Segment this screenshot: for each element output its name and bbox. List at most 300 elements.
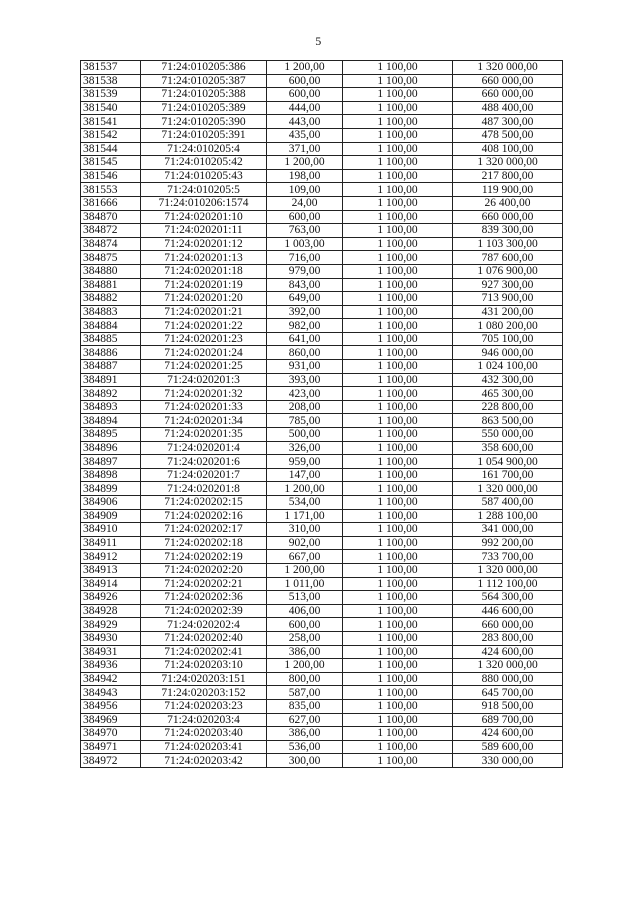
row-id-cell: 384884 [81,319,141,333]
area-cell: 667,00 [267,550,343,564]
area-cell: 435,00 [267,128,343,142]
rate-cell: 1 100,00 [343,74,453,88]
area-cell: 386,00 [267,727,343,741]
value-cell: 1 024 100,00 [453,360,563,374]
area-cell: 1 200,00 [267,563,343,577]
cadastral-number-cell: 71:24:010205:389 [141,101,267,115]
rate-cell: 1 100,00 [343,591,453,605]
row-id-cell: 384872 [81,224,141,238]
cadastral-number-cell: 71:24:020201:18 [141,264,267,278]
area-cell: 208,00 [267,400,343,414]
cadastral-number-cell: 71:24:010206:1574 [141,196,267,210]
cadastral-number-cell: 71:24:020203:23 [141,699,267,713]
row-id-cell: 384880 [81,264,141,278]
table-row [81,740,563,754]
cadastral-number-cell: 71:24:020203:10 [141,659,267,673]
cadastral-number-cell: 71:24:020203:152 [141,686,267,700]
row-id-cell: 384971 [81,740,141,754]
area-cell: 931,00 [267,360,343,374]
cadastral-number-cell: 71:24:020202:16 [141,509,267,523]
table-row [81,563,563,577]
area-cell: 258,00 [267,631,343,645]
value-cell: 217 800,00 [453,169,563,183]
cadastral-number-cell: 71:24:020201:3 [141,373,267,387]
value-cell: 330 000,00 [453,754,563,768]
row-id-cell: 381553 [81,183,141,197]
row-id-cell: 384928 [81,604,141,618]
value-cell: 1 320 000,00 [453,482,563,496]
table-row [81,577,563,591]
area-cell: 860,00 [267,346,343,360]
rate-cell: 1 100,00 [343,577,453,591]
row-id-cell: 381542 [81,128,141,142]
value-cell: 1 320 000,00 [453,61,563,75]
row-id-cell: 384912 [81,550,141,564]
value-cell: 564 300,00 [453,591,563,605]
value-cell: 550 000,00 [453,428,563,442]
area-cell: 982,00 [267,319,343,333]
table-row [81,536,563,550]
row-id-cell: 381539 [81,88,141,102]
area-cell: 393,00 [267,373,343,387]
table-row [81,210,563,224]
value-cell: 705 100,00 [453,332,563,346]
table-row [81,441,563,455]
table-row [81,754,563,768]
cadastral-number-cell: 71:24:020201:8 [141,482,267,496]
value-cell: 1 320 000,00 [453,156,563,170]
row-id-cell: 384896 [81,441,141,455]
table-row [81,115,563,129]
cadastral-number-cell: 71:24:020201:10 [141,210,267,224]
row-id-cell: 384874 [81,237,141,251]
value-cell: 161 700,00 [453,468,563,482]
row-id-cell: 381544 [81,142,141,156]
value-cell: 26 400,00 [453,196,563,210]
area-cell: 300,00 [267,754,343,768]
cadastral-number-cell: 71:24:020203:40 [141,727,267,741]
area-cell: 1 200,00 [267,482,343,496]
cadastral-number-cell: 71:24:020202:36 [141,591,267,605]
table-row [81,591,563,605]
row-id-cell: 384898 [81,468,141,482]
rate-cell: 1 100,00 [343,251,453,265]
value-cell: 283 800,00 [453,631,563,645]
cadastral-number-cell: 71:24:010205:391 [141,128,267,142]
cadastral-number-cell: 71:24:020201:13 [141,251,267,265]
row-id-cell: 384931 [81,645,141,659]
row-id-cell: 381545 [81,156,141,170]
value-cell: 431 200,00 [453,305,563,319]
cadastral-number-cell: 71:24:020201:7 [141,468,267,482]
table-row [81,360,563,374]
rate-cell: 1 100,00 [343,645,453,659]
rate-cell: 1 100,00 [343,387,453,401]
cadastral-number-cell: 71:24:010205:386 [141,61,267,75]
cadastral-number-cell: 71:24:010205:390 [141,115,267,129]
cadastral-number-cell: 71:24:010205:42 [141,156,267,170]
area-cell: 835,00 [267,699,343,713]
rate-cell: 1 100,00 [343,754,453,768]
area-cell: 443,00 [267,115,343,129]
cadastral-number-cell: 71:24:020202:21 [141,577,267,591]
area-cell: 406,00 [267,604,343,618]
row-id-cell: 384926 [81,591,141,605]
value-cell: 487 300,00 [453,115,563,129]
rate-cell: 1 100,00 [343,428,453,442]
table-row [81,414,563,428]
row-id-cell: 384882 [81,292,141,306]
value-cell: 839 300,00 [453,224,563,238]
row-id-cell: 384942 [81,672,141,686]
cadastral-number-cell: 71:24:020202:39 [141,604,267,618]
value-cell: 863 500,00 [453,414,563,428]
rate-cell: 1 100,00 [343,224,453,238]
table-row [81,400,563,414]
area-cell: 600,00 [267,210,343,224]
value-cell: 424 600,00 [453,727,563,741]
table-row [81,468,563,482]
area-cell: 513,00 [267,591,343,605]
table-row [81,196,563,210]
cadastral-number-cell: 71:24:020201:25 [141,360,267,374]
row-id-cell: 384956 [81,699,141,713]
table-row [81,224,563,238]
row-id-cell: 384913 [81,563,141,577]
rate-cell: 1 100,00 [343,414,453,428]
rate-cell: 1 100,00 [343,468,453,482]
row-id-cell: 384972 [81,754,141,768]
table-row [81,686,563,700]
area-cell: 600,00 [267,618,343,632]
area-cell: 1 011,00 [267,577,343,591]
area-cell: 641,00 [267,332,343,346]
value-cell: 465 300,00 [453,387,563,401]
table-row [81,319,563,333]
rate-cell: 1 100,00 [343,156,453,170]
table-row [81,727,563,741]
row-id-cell: 384895 [81,428,141,442]
row-id-cell: 384970 [81,727,141,741]
value-cell: 1 288 100,00 [453,509,563,523]
rate-cell: 1 100,00 [343,536,453,550]
area-cell: 386,00 [267,645,343,659]
area-cell: 1 171,00 [267,509,343,523]
area-cell: 1 200,00 [267,156,343,170]
cadastral-number-cell: 71:24:020201:22 [141,319,267,333]
rate-cell: 1 100,00 [343,659,453,673]
row-id-cell: 384875 [81,251,141,265]
area-cell: 536,00 [267,740,343,754]
area-cell: 1 200,00 [267,659,343,673]
row-id-cell: 384893 [81,400,141,414]
table-row [81,631,563,645]
table-row [81,509,563,523]
area-cell: 959,00 [267,455,343,469]
area-cell: 423,00 [267,387,343,401]
table-row [81,428,563,442]
rate-cell: 1 100,00 [343,455,453,469]
row-id-cell: 384914 [81,577,141,591]
rate-cell: 1 100,00 [343,210,453,224]
cadastral-number-cell: 71:24:020201:24 [141,346,267,360]
row-id-cell: 384885 [81,332,141,346]
rate-cell: 1 100,00 [343,101,453,115]
area-cell: 147,00 [267,468,343,482]
value-cell: 1 320 000,00 [453,659,563,673]
row-id-cell: 384894 [81,414,141,428]
value-cell: 432 300,00 [453,373,563,387]
area-cell: 587,00 [267,686,343,700]
cadastral-number-cell: 71:24:020201:12 [141,237,267,251]
cadastral-number-cell: 71:24:010205:4 [141,142,267,156]
cadastral-number-cell: 71:24:010205:388 [141,88,267,102]
rate-cell: 1 100,00 [343,142,453,156]
value-cell: 660 000,00 [453,210,563,224]
cadastral-number-cell: 71:24:020202:40 [141,631,267,645]
row-id-cell: 384930 [81,631,141,645]
rate-cell: 1 100,00 [343,563,453,577]
rate-cell: 1 100,00 [343,346,453,360]
area-cell: 763,00 [267,224,343,238]
cadastral-number-cell: 71:24:010205:43 [141,169,267,183]
area-cell: 392,00 [267,305,343,319]
rate-cell: 1 100,00 [343,631,453,645]
rate-cell: 1 100,00 [343,115,453,129]
value-cell: 733 700,00 [453,550,563,564]
value-cell: 358 600,00 [453,441,563,455]
area-cell: 800,00 [267,672,343,686]
value-cell: 1 080 200,00 [453,319,563,333]
rate-cell: 1 100,00 [343,509,453,523]
area-cell: 843,00 [267,278,343,292]
value-cell: 589 600,00 [453,740,563,754]
row-id-cell: 381538 [81,74,141,88]
rate-cell: 1 100,00 [343,88,453,102]
area-cell: 109,00 [267,183,343,197]
rate-cell: 1 100,00 [343,400,453,414]
cadastral-number-cell: 71:24:020203:41 [141,740,267,754]
row-id-cell: 384886 [81,346,141,360]
value-cell: 446 600,00 [453,604,563,618]
cadastral-number-cell: 71:24:020201:6 [141,455,267,469]
rate-cell: 1 100,00 [343,319,453,333]
table-row [81,618,563,632]
table-row [81,523,563,537]
table-row [81,237,563,251]
area-cell: 1 200,00 [267,61,343,75]
value-cell: 787 600,00 [453,251,563,265]
area-cell: 627,00 [267,713,343,727]
page-number: 5 [315,34,322,48]
area-cell: 785,00 [267,414,343,428]
row-id-cell: 384883 [81,305,141,319]
table-row [81,61,563,75]
value-cell: 918 500,00 [453,699,563,713]
cadastral-number-cell: 71:24:020201:19 [141,278,267,292]
row-id-cell: 384969 [81,713,141,727]
value-cell: 992 200,00 [453,536,563,550]
table-row [81,183,563,197]
table-row [81,387,563,401]
table-row [81,332,563,346]
rate-cell: 1 100,00 [343,264,453,278]
value-cell: 424 600,00 [453,645,563,659]
cadastral-number-cell: 71:24:020203:42 [141,754,267,768]
row-id-cell: 384891 [81,373,141,387]
value-cell: 228 800,00 [453,400,563,414]
area-cell: 371,00 [267,142,343,156]
table-body [81,61,563,768]
value-cell: 478 500,00 [453,128,563,142]
cadastral-number-cell: 71:24:020201:35 [141,428,267,442]
rate-cell: 1 100,00 [343,61,453,75]
row-id-cell: 384887 [81,360,141,374]
table-row [81,292,563,306]
table-row [81,251,563,265]
table-row [81,74,563,88]
cadastral-number-cell: 71:24:010205:5 [141,183,267,197]
rate-cell: 1 100,00 [343,523,453,537]
cadastral-number-cell: 71:24:020202:20 [141,563,267,577]
row-id-cell: 381666 [81,196,141,210]
cadastral-number-cell: 71:24:020201:21 [141,305,267,319]
area-cell: 310,00 [267,523,343,537]
rate-cell: 1 100,00 [343,496,453,510]
rate-cell: 1 100,00 [343,727,453,741]
row-id-cell: 384892 [81,387,141,401]
area-cell: 534,00 [267,496,343,510]
rate-cell: 1 100,00 [343,713,453,727]
table-row [81,496,563,510]
cadastral-number-cell: 71:24:020201:32 [141,387,267,401]
area-cell: 444,00 [267,101,343,115]
table-row [81,455,563,469]
value-cell: 341 000,00 [453,523,563,537]
value-cell: 1 076 900,00 [453,264,563,278]
cadastral-number-cell: 71:24:020202:18 [141,536,267,550]
table-row [81,278,563,292]
row-id-cell: 381537 [81,61,141,75]
rate-cell: 1 100,00 [343,740,453,754]
row-id-cell: 384899 [81,482,141,496]
row-id-cell: 384897 [81,455,141,469]
value-cell: 946 000,00 [453,346,563,360]
rate-cell: 1 100,00 [343,292,453,306]
value-cell: 660 000,00 [453,74,563,88]
row-id-cell: 384936 [81,659,141,673]
row-id-cell: 384929 [81,618,141,632]
area-cell: 716,00 [267,251,343,265]
cadastral-number-cell: 71:24:020202:19 [141,550,267,564]
rate-cell: 1 100,00 [343,550,453,564]
table-row [81,169,563,183]
value-cell: 713 900,00 [453,292,563,306]
table-row [81,699,563,713]
row-id-cell: 384881 [81,278,141,292]
cadastral-number-cell: 71:24:020203:151 [141,672,267,686]
value-cell: 689 700,00 [453,713,563,727]
row-id-cell: 384943 [81,686,141,700]
cadastral-number-cell: 71:24:020201:4 [141,441,267,455]
cadastral-number-cell: 71:24:020201:23 [141,332,267,346]
table-row [81,264,563,278]
cadastral-number-cell: 71:24:020201:20 [141,292,267,306]
table-row [81,550,563,564]
value-cell: 880 000,00 [453,672,563,686]
table-row [81,604,563,618]
row-id-cell: 381546 [81,169,141,183]
table-row [81,713,563,727]
row-id-cell: 384906 [81,496,141,510]
value-cell: 927 300,00 [453,278,563,292]
cadastral-number-cell: 71:24:020202:15 [141,496,267,510]
table-row [81,142,563,156]
table-row [81,101,563,115]
table-row [81,482,563,496]
value-cell: 587 400,00 [453,496,563,510]
area-cell: 198,00 [267,169,343,183]
value-cell: 1 054 900,00 [453,455,563,469]
rate-cell: 1 100,00 [343,128,453,142]
rate-cell: 1 100,00 [343,305,453,319]
rate-cell: 1 100,00 [343,482,453,496]
rate-cell: 1 100,00 [343,183,453,197]
value-cell: 408 100,00 [453,142,563,156]
rate-cell: 1 100,00 [343,278,453,292]
cadastral-number-cell: 71:24:020201:33 [141,400,267,414]
rate-cell: 1 100,00 [343,237,453,251]
rate-cell: 1 100,00 [343,441,453,455]
table-row [81,346,563,360]
value-cell: 660 000,00 [453,618,563,632]
value-cell: 488 400,00 [453,101,563,115]
area-cell: 979,00 [267,264,343,278]
cadastral-number-cell: 71:24:020202:41 [141,645,267,659]
value-cell: 1 103 300,00 [453,237,563,251]
area-cell: 600,00 [267,74,343,88]
table-row [81,305,563,319]
row-id-cell: 381541 [81,115,141,129]
value-cell: 1 320 000,00 [453,563,563,577]
table-row [81,156,563,170]
value-cell: 645 700,00 [453,686,563,700]
row-id-cell: 384911 [81,536,141,550]
rate-cell: 1 100,00 [343,604,453,618]
value-cell: 119 900,00 [453,183,563,197]
table-row [81,659,563,673]
area-cell: 600,00 [267,88,343,102]
rate-cell: 1 100,00 [343,373,453,387]
rate-cell: 1 100,00 [343,686,453,700]
area-cell: 649,00 [267,292,343,306]
cadastral-number-cell: 71:24:010205:387 [141,74,267,88]
row-id-cell: 384910 [81,523,141,537]
rate-cell: 1 100,00 [343,169,453,183]
rate-cell: 1 100,00 [343,618,453,632]
land-plot-table [80,60,563,768]
cadastral-number-cell: 71:24:020203:4 [141,713,267,727]
row-id-cell: 381540 [81,101,141,115]
row-id-cell: 384870 [81,210,141,224]
cadastral-number-cell: 71:24:020202:17 [141,523,267,537]
rate-cell: 1 100,00 [343,699,453,713]
rate-cell: 1 100,00 [343,360,453,374]
table-row [81,373,563,387]
cadastral-number-cell: 71:24:020202:4 [141,618,267,632]
area-cell: 500,00 [267,428,343,442]
rate-cell: 1 100,00 [343,672,453,686]
